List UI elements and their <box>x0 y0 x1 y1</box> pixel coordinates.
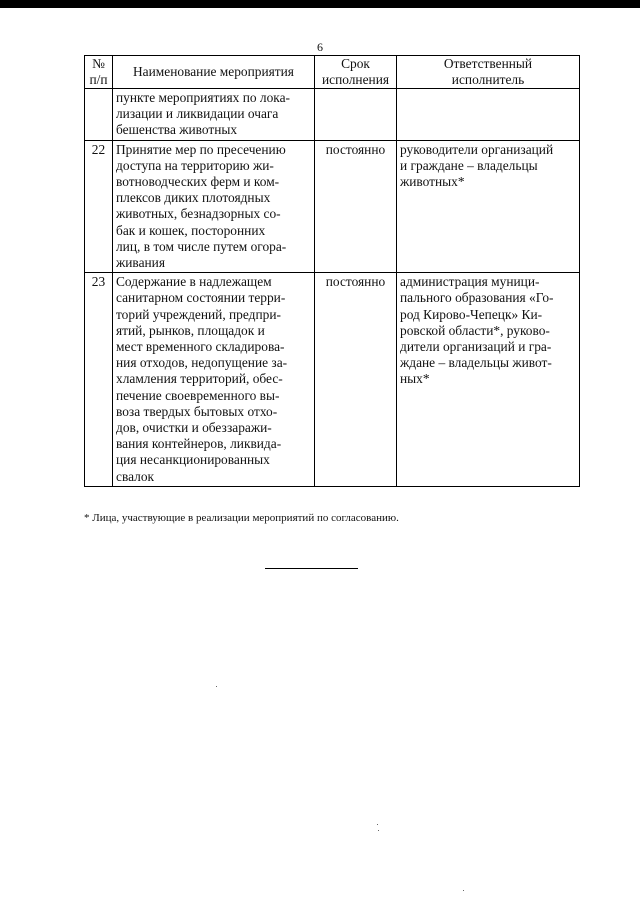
row-responsible: руководители организаций и граждане – владельцы животных* <box>397 140 580 273</box>
scan-speck <box>216 686 217 687</box>
row-name: Принятие мер по пресечению доступа на территорию жи- вотноводческих ферм и ком- плексов диких плотоядных животных, безнадзорных со- бак и кошек, посторонних лиц, в том числе путем огора- живания <box>113 140 315 273</box>
scan-speck <box>463 890 464 891</box>
top-border-rule <box>0 0 640 8</box>
measures-table <box>84 55 580 487</box>
row-term: постоянно <box>315 273 397 487</box>
row-num: 22 <box>85 140 113 273</box>
table-row <box>85 89 580 141</box>
header-responsible: Ответственный исполнитель <box>397 56 580 89</box>
footnote: * Лица, участвующие в реализации мероприятий по согласованию. <box>84 512 399 524</box>
row-responsible: администрация муници- пального образования «Го- род Кирово-Чепецк» Ки- ровской области*, руково- дители организаций и гра- ждане – владельцы живот- ных* <box>397 273 580 487</box>
table-row <box>85 273 580 487</box>
header-name: Наименование мероприятия <box>113 56 315 89</box>
table-header-row <box>85 56 580 89</box>
row-term <box>315 89 397 141</box>
page-number: 6 <box>317 40 323 54</box>
row-term: постоянно <box>315 140 397 273</box>
scan-speck <box>378 830 379 831</box>
scan-speck <box>377 824 378 825</box>
row-name: Содержание в надлежащем санитарном состоянии терри- торий учреждений, предпри- ятий, рынков, площадок и мест временного складирова- ния отходов, недопущение за- хламления территорий, обес- печение своевременного вы- воза твердых бытовых отхо- дов, очистки и обеззаражи- вания контейнеров, ликвида- ция несанкционированных свалок <box>113 273 315 487</box>
header-num: № п/п <box>85 56 113 89</box>
row-num <box>85 89 113 141</box>
row-name: пункте мероприятиях по лока- лизации и ликвидации очага бешенства животных <box>113 89 315 141</box>
row-responsible <box>397 89 580 141</box>
table-row <box>85 140 580 273</box>
end-rule <box>265 568 358 569</box>
row-num: 23 <box>85 273 113 487</box>
header-term: Срок исполнения <box>315 56 397 89</box>
